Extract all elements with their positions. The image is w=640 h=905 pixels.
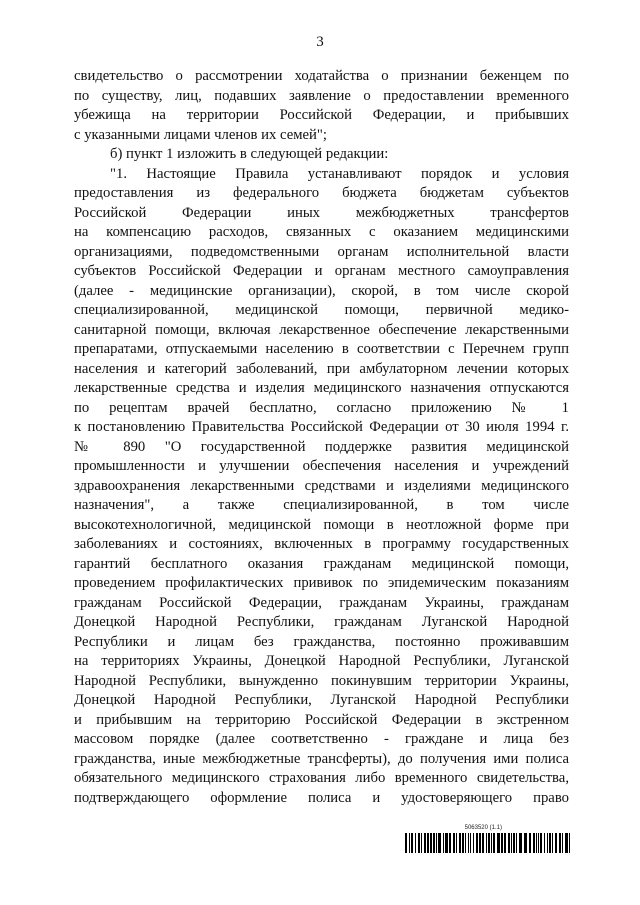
barcode-bar	[565, 833, 568, 853]
text-line: Республики и лицам без гражданства, постоянно проживавшим	[74, 633, 569, 650]
barcode-bar	[519, 833, 522, 853]
barcode-caption: 5063520 (1.1)	[464, 825, 502, 831]
text-line: с указанными лицами членов их семей";	[74, 126, 327, 143]
barcode-bar	[524, 833, 527, 853]
barcode-bar	[488, 833, 490, 853]
barcode-bar	[536, 833, 537, 853]
barcode-bar	[547, 833, 548, 853]
barcode-bar	[445, 833, 448, 853]
barcode-bar	[513, 833, 515, 853]
text-line: гарантий бесплатного оказания гражданам медицинской помощи,	[74, 555, 569, 572]
barcode-bar	[491, 833, 492, 853]
text-line: заболеваниях и состояниях, включенных в программу государственных	[74, 536, 569, 552]
barcode-bar	[569, 833, 570, 853]
barcode-block	[405, 824, 570, 853]
text-line: санитарной помощи, включая лекарственное обеспечение лекарственными	[74, 321, 569, 338]
text-line: к постановлению Правительства Российской Федерации от 30 июля 1994 г.	[74, 419, 569, 435]
text-line: гражданам Российской Федерации, гражданам Украины, гражданам	[74, 594, 569, 611]
barcode-bar	[501, 833, 503, 853]
barcode-bar	[533, 833, 535, 853]
text-line: лекарственные средства и изделия медицинского назначения отпускаются	[74, 380, 569, 396]
barcode-bar	[453, 833, 455, 853]
barcode-bar	[405, 833, 407, 853]
text-line: б) пункт 1 изложить в следующей редакции:	[110, 146, 389, 162]
text-line: убежища на территории Российской Федерации, и прибывших	[74, 107, 569, 123]
barcode-bar	[493, 833, 495, 853]
barcode-bar	[562, 833, 563, 853]
page-number: 3	[316, 34, 324, 50]
body-text	[74, 67, 569, 808]
barcode-bar	[529, 833, 531, 853]
text-line: свидетельство о рассмотрении ходатайства о признании беженцем по	[74, 68, 569, 84]
barcode-bar	[544, 833, 545, 853]
barcode-bar	[482, 833, 484, 853]
barcode-bar	[418, 833, 420, 853]
barcode-bar	[409, 833, 410, 853]
text-line: обязательного медицинского страхования либо временного свидетельства,	[74, 770, 569, 786]
text-line: подтверждающего оформление полиса и удостоверяющего право	[74, 789, 569, 806]
barcode-bar	[449, 833, 451, 853]
barcode-bar	[476, 833, 478, 853]
text-line: по существу, лиц, подавших заявление о предоставлении временного	[74, 87, 569, 104]
text-line: субъектов Российской Федерации и органам местного самоуправления	[74, 263, 569, 279]
barcode-bar	[459, 833, 461, 853]
barcode-bar	[486, 833, 487, 853]
text-line: гражданства, иные межбюджетные трансферты), до получения ими полиса	[74, 750, 569, 767]
text-line: и прибывшим на территорию Российской Федерации в экстренном	[74, 711, 569, 728]
text-line: массовом порядке (далее соответственно - граждане и лица без	[74, 731, 569, 747]
barcode-bar	[436, 833, 437, 853]
text-line: по рецептам врачей бесплатно, согласно приложению № 1	[74, 399, 569, 416]
barcode-bar	[549, 833, 551, 853]
barcode-bar	[433, 833, 435, 853]
barcode-bar	[468, 833, 469, 853]
barcode-bar	[497, 833, 500, 853]
barcode-bar	[462, 833, 464, 853]
text-line: Российской Федерации иных межбюджетных трансфертов	[74, 204, 569, 221]
barcode-bar	[516, 833, 517, 853]
barcode-bar	[443, 833, 444, 853]
barcode-bar	[465, 833, 466, 853]
barcode-bar	[456, 833, 457, 853]
barcode-bar	[559, 833, 561, 853]
barcode-bar	[421, 833, 422, 853]
text-line: препаратами, отпускаемыми населению в соответствии с Перечнем групп	[74, 341, 569, 357]
barcode-bar	[538, 833, 539, 853]
text-line: здравоохранения лекарственными средствами и изделиями медицинского	[74, 477, 569, 494]
barcode-bar	[424, 833, 426, 853]
barcode-bar	[415, 833, 416, 853]
barcode-bar	[540, 833, 542, 853]
text-line: № 890 "О государственной поддержке развития медицинской	[74, 438, 569, 455]
barcode-bar	[508, 833, 510, 853]
text-line: предоставления из федерального бюджета бюджетам субъектов	[74, 185, 569, 201]
text-line: на компенсацию расходов, связанных с оказанием медицинскими	[74, 224, 569, 240]
barcode-bar	[479, 833, 481, 853]
barcode-bar	[427, 833, 429, 853]
text-line: назначения", а также специализированной, в том числе	[74, 497, 569, 513]
barcode-image	[405, 833, 570, 853]
barcode-bar	[552, 833, 553, 853]
text-line: (далее - медицинские организации), скорой, в том числе скорой	[74, 282, 569, 299]
text-line: "1. Настоящие Правила устанавливают порядок и условия	[110, 165, 569, 182]
barcode-bar	[504, 833, 506, 853]
barcode-bar	[555, 833, 557, 853]
text-line: Донецкой Народной Республики, Луганской Народной Республики	[74, 692, 569, 708]
text-line: специализированной, медицинской помощи, первичной медико-	[74, 302, 569, 318]
text-line: на территориях Украины, Донецкой Народной Республики, Луганской	[74, 653, 569, 669]
text-line: Донецкой Народной Республики, гражданам Луганской Народной	[74, 614, 569, 630]
barcode-bar	[511, 833, 512, 853]
text-line: населения и категорий заболеваний, при амбулаторном лечении которых	[74, 360, 569, 377]
barcode-bar	[430, 833, 432, 853]
barcode-bar	[473, 833, 474, 853]
barcode-bar	[438, 833, 441, 853]
barcode-bar	[411, 833, 413, 853]
barcode-bar	[470, 833, 471, 853]
text-line: проведением профилактических прививок по эпидемическим показаниям	[74, 575, 569, 591]
text-line: организациями, подведомственными органам исполнительной власти	[74, 243, 569, 260]
text-line: Народной Республики, вынужденно покинувшим территории Украины,	[74, 672, 569, 689]
text-line: высокотехнологичной, медицинской помощи в неотложной форме при	[74, 516, 569, 533]
text-line: промышленности и улучшении обеспечения населения и учреждений	[74, 458, 569, 474]
